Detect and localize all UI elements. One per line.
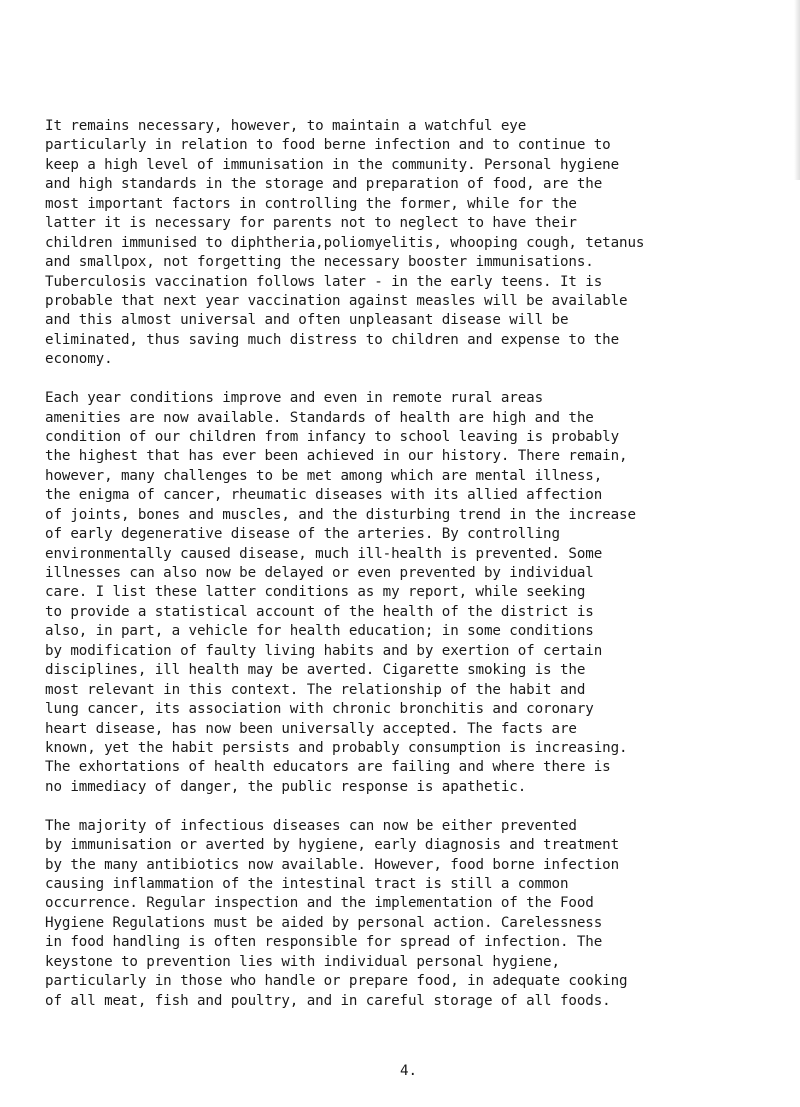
text-line: The majority of infectious diseases can now be either prevented xyxy=(45,817,577,834)
text-line: and this almost universal and often unpleasant disease will be xyxy=(45,312,569,329)
text-line: by the many antibiotics now available. However, food borne infection xyxy=(45,856,620,873)
text-line: It remains necessary, however, to maintain a watchful eye xyxy=(45,118,527,134)
text-line: occurrence. Regular inspection and the implementation of the Food xyxy=(45,895,594,912)
text-line: no immediacy of danger, the public response is apathetic. xyxy=(45,778,527,795)
text-line: Hygiene Regulations must be aided by personal action. Carelessness xyxy=(45,914,603,931)
paragraph-2 xyxy=(45,389,790,797)
text-line: particularly in relation to food berne infection and to continue to xyxy=(45,137,611,154)
text-line: in food handling is often responsible for spread of infection. The xyxy=(45,934,603,951)
text-line: most relevant in this context. The relationship of the habit and xyxy=(45,681,586,698)
text-line: to provide a statistical account of the health of the district is xyxy=(45,603,594,620)
text-line: condition of our children from infancy to school leaving is probably xyxy=(45,428,620,445)
scan-edge-shadow xyxy=(794,0,800,180)
text-line: causing inflammation of the intestinal tract is still a common xyxy=(45,875,569,892)
text-line: known, yet the habit persists and probably consumption is increasing. xyxy=(45,739,628,756)
paragraph-3 xyxy=(45,817,790,1011)
text-line: the highest that has ever been achieved in our history. There remain, xyxy=(45,448,628,465)
text-line: of joints, bones and muscles, and the disturbing trend in the increase xyxy=(45,506,636,523)
text-line: Tuberculosis vaccination follows later - in the early teens. It is xyxy=(45,273,603,290)
text-line: lung cancer, its association with chronic bronchitis and coronary xyxy=(45,701,594,718)
paragraph-1 xyxy=(45,117,790,370)
text-line: the enigma of cancer, rheumatic diseases with its allied affection xyxy=(45,487,603,504)
text-line: particularly in those who handle or prepare food, in adequate cooking xyxy=(45,973,628,990)
text-line: probable that next year vaccination against measles will be available xyxy=(45,292,628,309)
text-line: illnesses can also now be delayed or even prevented by individual xyxy=(45,565,594,582)
text-line: by modification of faulty living habits and by exertion of certain xyxy=(45,642,603,659)
text-line: keystone to prevention lies with individual personal hygiene, xyxy=(45,953,560,970)
text-line: by immunisation or averted by hygiene, early diagnosis and treatment xyxy=(45,837,620,854)
body-text xyxy=(45,117,790,1011)
text-line: eliminated, thus saving much distress to children and expense to the xyxy=(45,331,620,348)
text-line: Each year conditions improve and even in remote rural areas xyxy=(45,390,544,407)
text-line: care. I list these latter conditions as my report, while seeking xyxy=(45,584,586,601)
page-number: 4. xyxy=(400,1063,418,1079)
text-line: and high standards in the storage and preparation of food, are the xyxy=(45,176,603,193)
paragraph-gap xyxy=(45,797,790,816)
paragraph-gap xyxy=(45,370,790,389)
text-line: environmentally caused disease, much ill-health is prevented. Some xyxy=(45,545,603,562)
text-line: most important factors in controlling the former, while for the xyxy=(45,195,577,212)
text-line: The exhortations of health educators are failing and where there is xyxy=(45,759,611,776)
text-line: economy. xyxy=(45,351,113,368)
text-line: latter it is necessary for parents not to neglect to have their xyxy=(45,215,577,232)
text-line: amenities are now available. Standards of health are high and the xyxy=(45,409,594,426)
text-line: disciplines, ill health may be averted. Cigarette smoking is the xyxy=(45,662,586,679)
text-line: however, many challenges to be met among which are mental illness, xyxy=(45,467,603,484)
text-line: of all meat, fish and poultry, and in careful storage of all foods. xyxy=(45,992,611,1009)
text-line: keep a high level of immunisation in the community. Personal hygiene xyxy=(45,156,620,173)
text-line: and smallpox, not forgetting the necessary booster immunisations. xyxy=(45,254,594,271)
text-line: children immunised to diphtheria,poliomyelitis, whooping cough, tetanus xyxy=(45,234,645,251)
text-line: of early degenerative disease of the arteries. By controlling xyxy=(45,526,560,543)
text-line: also, in part, a vehicle for health education; in some conditions xyxy=(45,623,594,640)
text-line: heart disease, has now been universally accepted. The facts are xyxy=(45,720,577,737)
